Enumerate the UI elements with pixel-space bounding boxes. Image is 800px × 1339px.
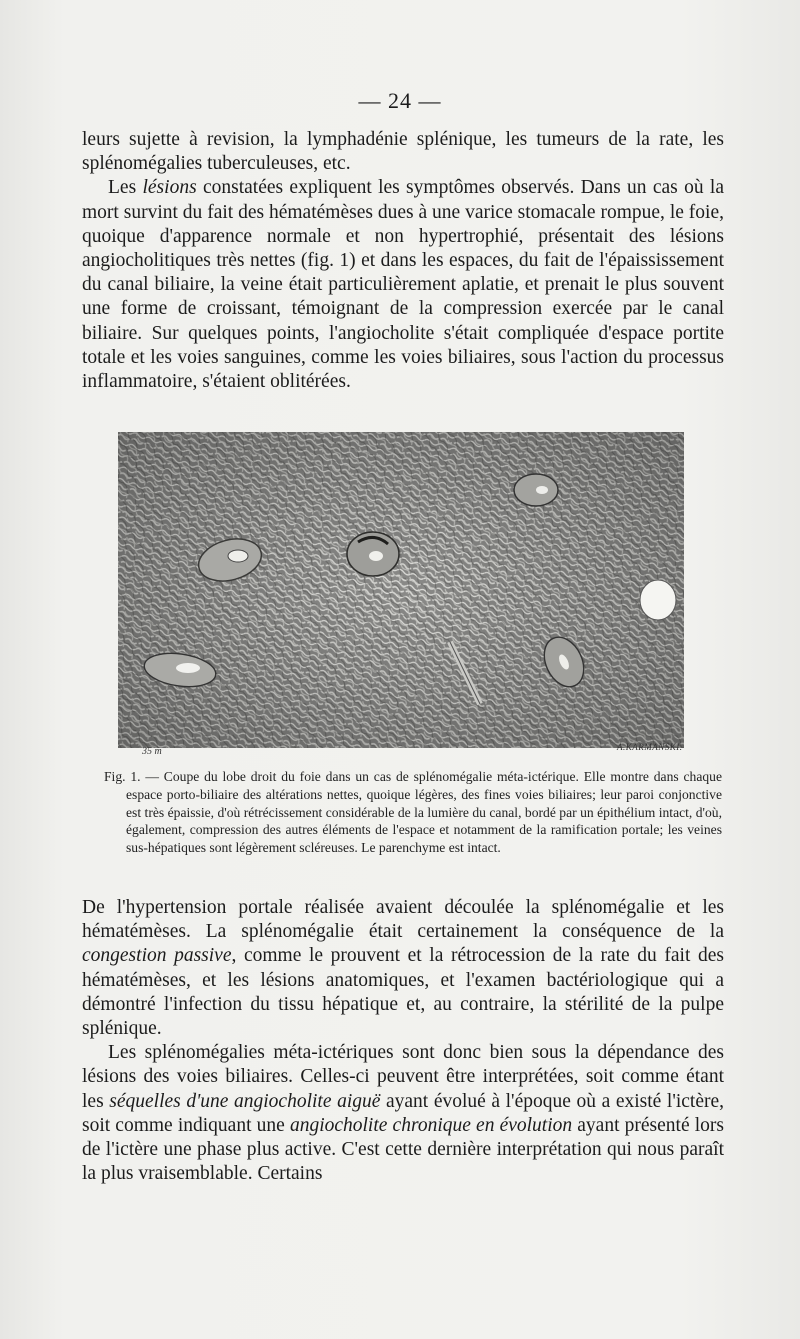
page-number: — 24 — <box>358 88 442 113</box>
portal-space-3 <box>514 474 558 506</box>
text-block-top <box>82 128 724 394</box>
italic-emphasis: congestion passive <box>82 945 232 967</box>
paragraph-2: Les lésions constatées expliquent les symptômes observés. Dans un cas où la mort survint du fait des hématémèses dues à une varice stomacale rompue, le foie, quoique d'apparence normale et non hypertrophié, présentait des lésions angiocholitiques très nettes (fig. 1) et dans les espaces, du fait de l'épaississement du canal biliaire, la veine était particulièrement aplatie, et prenait le plus souvent une forme de croissant, témoignant de la compression exercée par le canal biliaire. Sur quelques points, l'angiocholite s'était compliquée d'espace portite totale et les voies sanguines, comme les voies biliaires, sous l'action du processus inflammatoire, s'étaient oblitérées. <box>82 177 724 393</box>
text-block-bottom <box>82 896 724 1186</box>
portal-space-2 <box>347 532 399 576</box>
central-vein <box>640 580 676 620</box>
liver-histology-illustration <box>118 432 684 748</box>
italic-emphasis: lésions <box>142 177 197 199</box>
figure-artist-signature: A.KARMANSKI. <box>617 742 683 752</box>
paragraph-1: leurs sujette à revision, la lymphadénie splénique, les tumeurs de la rate, les splénomégalies tuberculeuses, etc. <box>82 129 724 175</box>
italic-emphasis: angiocholite chronique en évolution <box>289 1114 573 1136</box>
italic-emphasis: séquelles d'une angiocholite aiguë <box>109 1090 381 1112</box>
liver-section-figure <box>118 432 684 748</box>
caption-text: Fig. 1. — Coupe du lobe droit du foie dans un cas de splénomégalie méta-ictérique. Elle montre dans chaque espace porto-biliaire des altérations nettes, quoique légères, des fines voies biliaires; leur paroi conjonctive est très épaissie, d'où rétrécissement considérable de la lumière du canal, bordé par un épithélium intact, d'où, également, compression des autres éléments de l'espace et notamment de la ramification portale; les veines sus-hépatiques sont légèrement scléreuses. Le parenchyme est intact. <box>104 769 722 856</box>
figure-caption <box>104 768 722 857</box>
paragraph-3: De l'hypertension portale réalisée avaient découlée la splénomégalie et les hématémèses. La splénomégalie était certainement la conséquence de la congestion passive, comme le prouvent et la rétrocession de la rate du fait des hématémèses, et les lésions anatomiques, et l'examen bactériologique qui a démontré l'infection du tissu hépatique et, au contraire, la stérilité de la pulpe splénique. <box>82 897 724 1040</box>
figure-scale-label: 35 m <box>142 746 162 757</box>
paragraph-4: Les splénomégalies méta-ictériques sont donc bien sous la dépendance des lésions des voies biliaires. Celles-ci peuvent être interprétées, soit comme étant les séquelles d'une angiocholite aiguë ayant évolué à l'époque où a existé l'ictère, soit comme indiquant une angiocholite chronique en évolution ayant présenté lors de l'ictère une phase plus active. C'est cette dernière interprétation qui nous paraît la plus vraisemblable. Certains <box>82 1042 724 1185</box>
